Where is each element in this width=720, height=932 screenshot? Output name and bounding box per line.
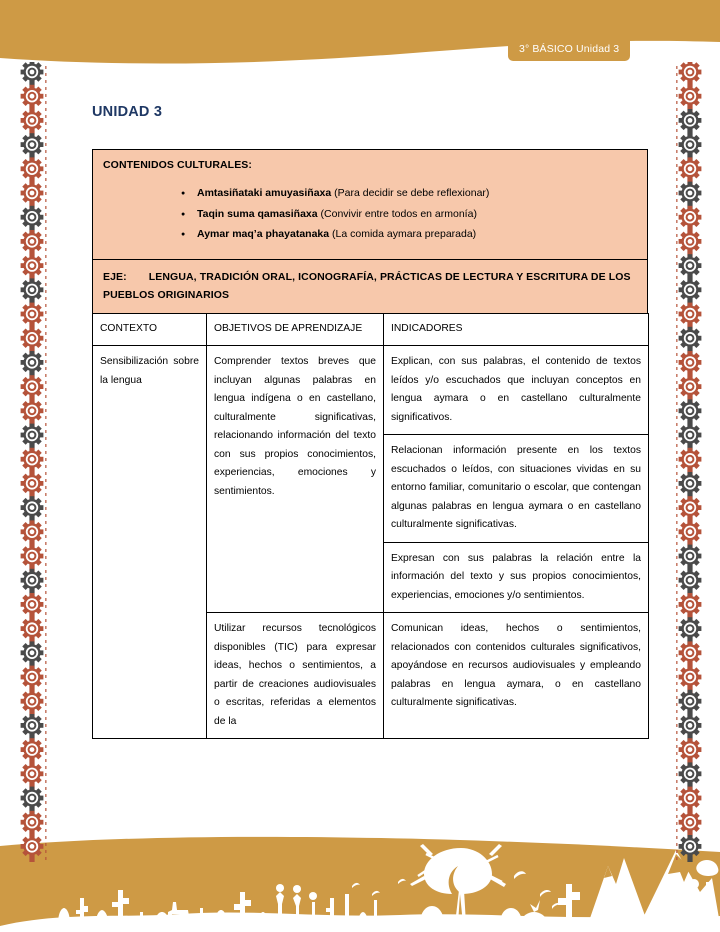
- page-title: UNIDAD 3: [92, 104, 163, 120]
- cell-objetivo-1: Comprender textos breves que incluyan algunas palabras en lengua indígena o en castellano, culturalmente significativas, relacionando información del texto con sus propios conocimientos, experiencias, emociones y sentimientos.: [207, 346, 384, 613]
- right-border-ornament: [668, 62, 708, 862]
- learning-objectives-table: [92, 313, 649, 740]
- cell-indicador-1-2: Relacionan información presente en los textos escuchados o leídos, con situaciones vividas en su entorno familiar, comunitario o escolar, que contengan algunas palabras en lengua aymara o en castellano culturalmente significativas.: [384, 435, 649, 543]
- cell-indicador-1-1: Explican, con sus palabras, el contenido de textos leídos y/o escuchados que incluyan conceptos en lengua aymara o en castellano culturalmente significativos.: [384, 346, 649, 435]
- page-content: [92, 104, 648, 739]
- cell-indicador-2-1: Comunican ideas, hechos o sentimientos, relacionados con contenidos culturales significativos, apoyándose en recursos audiovisuales y empleando palabras en lengua aymara, o en castellano culturalmente significativas.: [384, 613, 649, 739]
- table-header-row: [93, 313, 649, 346]
- cell-contexto: Sensibilización sobre la lengua: [93, 346, 207, 739]
- cultural-term: Taqin suma qamasiñaxa: [197, 207, 318, 220]
- eje-label: EJE:: [103, 270, 127, 283]
- bottom-landscape-banner: [0, 832, 720, 932]
- list-item: [103, 183, 637, 204]
- cultural-contents-box: [92, 149, 648, 259]
- left-border-ornament: [16, 62, 56, 862]
- table-row: [93, 346, 649, 435]
- cell-objetivo-2: Utilizar recursos tecnológicos disponibles (TIC) para expresar ideas, hechos o sentimientos, a partir de creaciones audiovisuales o escritas, referidas a elementos de la: [207, 613, 384, 739]
- column-header-indicadores: INDICADORES: [384, 313, 649, 346]
- cell-indicador-1-3: Expresan con sus palabras la relación entre la información del texto y sus propios conocimientos, experiencias, emociones y/o sentimientos.: [384, 542, 649, 613]
- cultural-gloss: (La comida aymara preparada): [332, 228, 477, 240]
- list-item: [103, 224, 637, 245]
- eje-value: LENGUA, TRADICIÓN ORAL, ICONOGRAFÍA, PRÁCTICAS DE LECTURA Y ESCRITURA DE LOS PUEBLOS ORIGINARIOS: [103, 270, 631, 301]
- cultural-contents-title: CONTENIDOS CULTURALES:: [103, 159, 252, 171]
- eje-box: [92, 259, 648, 314]
- cultural-contents-list: [103, 183, 637, 245]
- cultural-term: Amtasiñataki amuyasiñaxa: [197, 187, 332, 199]
- column-header-contexto: CONTEXTO: [93, 313, 207, 346]
- list-item: [103, 204, 637, 225]
- cultural-gloss: (Convivir entre todos en armonía): [320, 207, 477, 220]
- column-header-objetivos: OBJETIVOS DE APRENDIZAJE: [207, 313, 384, 346]
- cultural-gloss: (Para decidir se debe reflexionar): [334, 187, 490, 199]
- eje-text: [103, 268, 637, 304]
- cultural-term: Aymar maq’a phayatanaka: [197, 228, 330, 240]
- grade-unit-badge: 3° BÁSICO Unidad 3: [508, 38, 630, 61]
